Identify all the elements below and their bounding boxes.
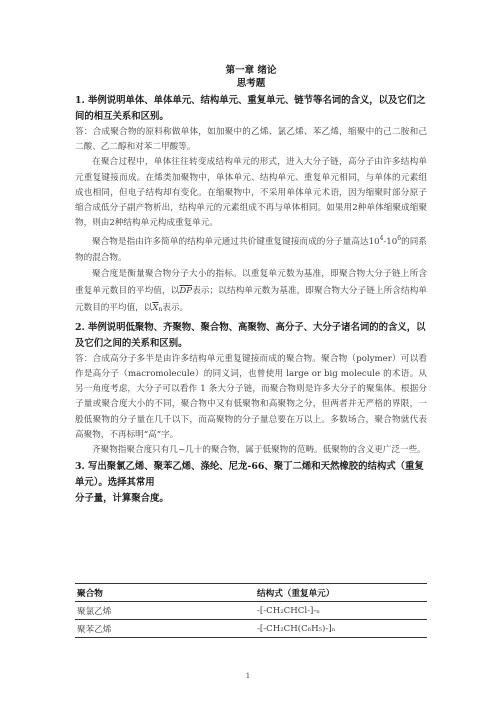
question-2: 2. 举例说明低聚物、齐聚物、聚合物、高聚物、高分子、大分子诸名词的的含义，以及它们之间的关系和区别。: [75, 321, 426, 349]
table-cell-structure: -[-CH₂CHCl-]-ₙ: [255, 602, 427, 620]
answer-2-para-2: 齐聚物指聚合度只有几~几十的聚合物，属于低聚物的范畴。低聚物的含义更广泛一些。: [92, 445, 426, 456]
table-header-polymer: 聚合物: [75, 584, 255, 602]
answer-2-para-1: 答：合成高分子多半是由许多结构单元重复键接而成的聚合物。聚合物（polymer）可以看作是高分子（macromolecule）的同义词，也曾使用 large or big molecule 的术语。从另一角度考虑，大分子可以看作 1 条大分子链，而聚合物则是许多大分子的聚集体。根据分子量或聚合度大小的不同，聚合物中又有低聚物和高聚物之分，但两者并无严格的界限，一般低聚物的分子量在几千以下，而高聚物的分子量总要在万以上。多数场合，聚合物就代表高聚物，不再标明“高”字。: [75, 353, 427, 440]
question-3-line-1: 3. 写出聚氯乙烯、聚苯乙烯、涤纶、尼龙-66、聚丁二烯和天然橡胶的结构式（重复单元）。选择其常用: [75, 461, 424, 489]
table-cell-polymer: 聚氯乙烯: [75, 602, 255, 620]
answer-1-para-3: [75, 231, 427, 265]
answer-1-intro: 答：合成聚合物的原料称做单体，如加聚中的乙烯、氯乙烯、苯乙烯，缩聚中的己二胺和己二酸、乙二醇和对苯二甲酸等。: [75, 127, 427, 153]
para4-text-b: 表示；以结构单元数为基准，即聚合物大分子链上所含结构单元数目的平均值，以: [75, 285, 427, 313]
question-1: 1. 举例说明单体、单体单元、结构单元、重复单元、链节等名词的含义，以及它们之间的相互关系和区别。: [75, 95, 426, 122]
page-content: [75, 64, 427, 507]
table-row: [75, 620, 427, 638]
answer-1-para-2: 在聚合过程中，单体往往转变成结构单元的形式，进入大分子链，高分子由许多结构单元重复键接而成。在烯类加聚物中，单体单元、结构单元、重复单元相同，与单体的元素组成也相同，但电子结构却有变化。在缩聚物中，不采用单体单元术语，因为缩聚时部分原子缩合成低分子副产物析出，结构单元的元素组成不再与单体相同。如果用2种单体缩聚成缩聚物，则由2种结构单元构成重复单元。: [75, 157, 427, 229]
dp-symbol: $\overline{DP}$: [179, 285, 193, 296]
para3-text-post: 的同系物的混合物。: [75, 237, 427, 263]
xn-symbol: $\overline{X}$: [152, 302, 159, 313]
table-header-row: [75, 584, 427, 602]
para4-text-c: 表示。: [162, 302, 189, 313]
table-row: [75, 602, 427, 620]
table-cell-structure: -[-CH₂CH(C₆H₅)-]ₙ: [255, 620, 427, 638]
table-cell-polymer: 聚苯乙烯: [75, 620, 255, 638]
table-header-structure: 结构式（重复单元）: [255, 584, 427, 602]
answer-1-para-4: [75, 266, 427, 318]
xn-subscript: n: [158, 305, 163, 313]
exponent-6: 6: [397, 235, 402, 243]
para3-dash: -10: [383, 237, 398, 248]
para4-text-a: 聚合度是衡量聚合物分子大小的指标。以重复单元数为基准，即聚合物大分子链上所含重复单元数目的平均值，以: [75, 268, 427, 296]
para3-text-pre: 聚合物是指由许多简单的结构单元通过共价键重复键接而成的分子量高达10: [92, 237, 380, 248]
question-3-line-2: 分子量，计算聚合度。: [75, 493, 169, 505]
page-number: 1: [245, 672, 251, 680]
polymer-structure-table: [75, 583, 427, 638]
question-3: [75, 459, 427, 507]
exponent-4: 4: [379, 235, 384, 243]
chapter-title: 第一章 绪论: [225, 65, 277, 76]
section-subtitle: 思考题: [236, 78, 266, 89]
